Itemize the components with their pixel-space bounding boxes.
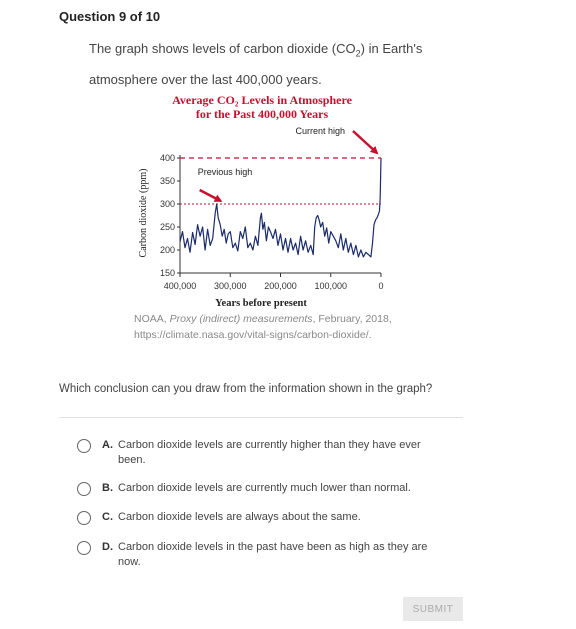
current-high-arrow [353, 131, 377, 153]
y-tick-label-350: 350 [159, 176, 175, 186]
answer-option-b[interactable] [77, 481, 447, 496]
answer-option-a[interactable] [77, 438, 447, 468]
answer-option-c[interactable] [77, 510, 447, 525]
annotation-current-high: Current high [295, 126, 345, 136]
divider [59, 417, 463, 418]
x-tick-label-100000: 100,000 [314, 281, 348, 291]
citation-pre: NOAA, [134, 313, 170, 325]
previous-high-arrow [200, 190, 221, 201]
radio-button-b[interactable] [77, 482, 91, 496]
chart-svg [132, 88, 402, 313]
option-text-b: Carbon dioxide levels are currently much lower than normal. [118, 482, 411, 494]
option-letter-d: D. [102, 541, 113, 553]
citation-italic: Proxy (indirect) measurements [169, 313, 313, 325]
chart-plot-area [160, 126, 384, 291]
option-letter-c: C. [102, 511, 113, 523]
option-letter-a: A. [102, 439, 113, 451]
citation-url: https://climate.nasa.gov/vital-signs/carbon-dioxide/. [134, 329, 372, 341]
y-tick-label-250: 250 [159, 222, 175, 232]
chart-title-line2: for the Past 400,000 Years [195, 107, 329, 121]
y-tick-label-300: 300 [159, 199, 175, 209]
x-tick-label-400000: 400,000 [163, 281, 197, 291]
option-text-c: Carbon dioxide levels are always about the same. [118, 511, 361, 523]
annotation-previous-high: Previous high [197, 167, 253, 177]
radio-button-d[interactable] [77, 541, 91, 555]
intro-line2: atmosphere over the last 400,000 years. [89, 71, 322, 87]
x-tick-label-0: 0 [378, 281, 384, 291]
y-tick-label-200: 200 [159, 245, 175, 255]
chart-title-line1: Average CO₂ Levels in Atmosphere [172, 93, 352, 107]
chart-y-axis-label: Carbon dioxide (ppm) [138, 168, 149, 258]
intro-line1-pre: The graph shows levels of carbon dioxide (CO [89, 41, 356, 56]
x-tick-label-200000: 200,000 [264, 281, 297, 291]
radio-button-a[interactable] [77, 439, 91, 453]
option-letter-b: B. [102, 482, 113, 494]
x-tick-label-300000: 300,000 [213, 281, 247, 291]
chart-citation [134, 311, 404, 343]
y-tick-label-400: 400 [159, 153, 175, 163]
citation-post: , February, 2018, [312, 313, 392, 325]
submit-button[interactable]: SUBMIT [403, 597, 463, 621]
co2-chart [132, 88, 402, 313]
chart-x-axis-label: Years before present [215, 298, 307, 309]
y-tick-label-150: 150 [159, 268, 175, 278]
question-intro [89, 36, 469, 92]
radio-button-c[interactable] [77, 511, 91, 525]
question-counter: Question 9 of 10 [59, 9, 161, 24]
intro-line1-post: ) in Earth's [360, 41, 423, 56]
question-prompt: Which conclusion can you draw from the information shown in the graph? [59, 383, 433, 395]
answer-option-d[interactable] [77, 540, 447, 570]
option-text-a: Carbon dioxide levels are currently higher than they have ever been. [118, 439, 421, 466]
option-text-d: Carbon dioxide levels in the past have been as high as they are now. [118, 541, 428, 568]
intro-line1-sub: 2 [355, 48, 361, 59]
